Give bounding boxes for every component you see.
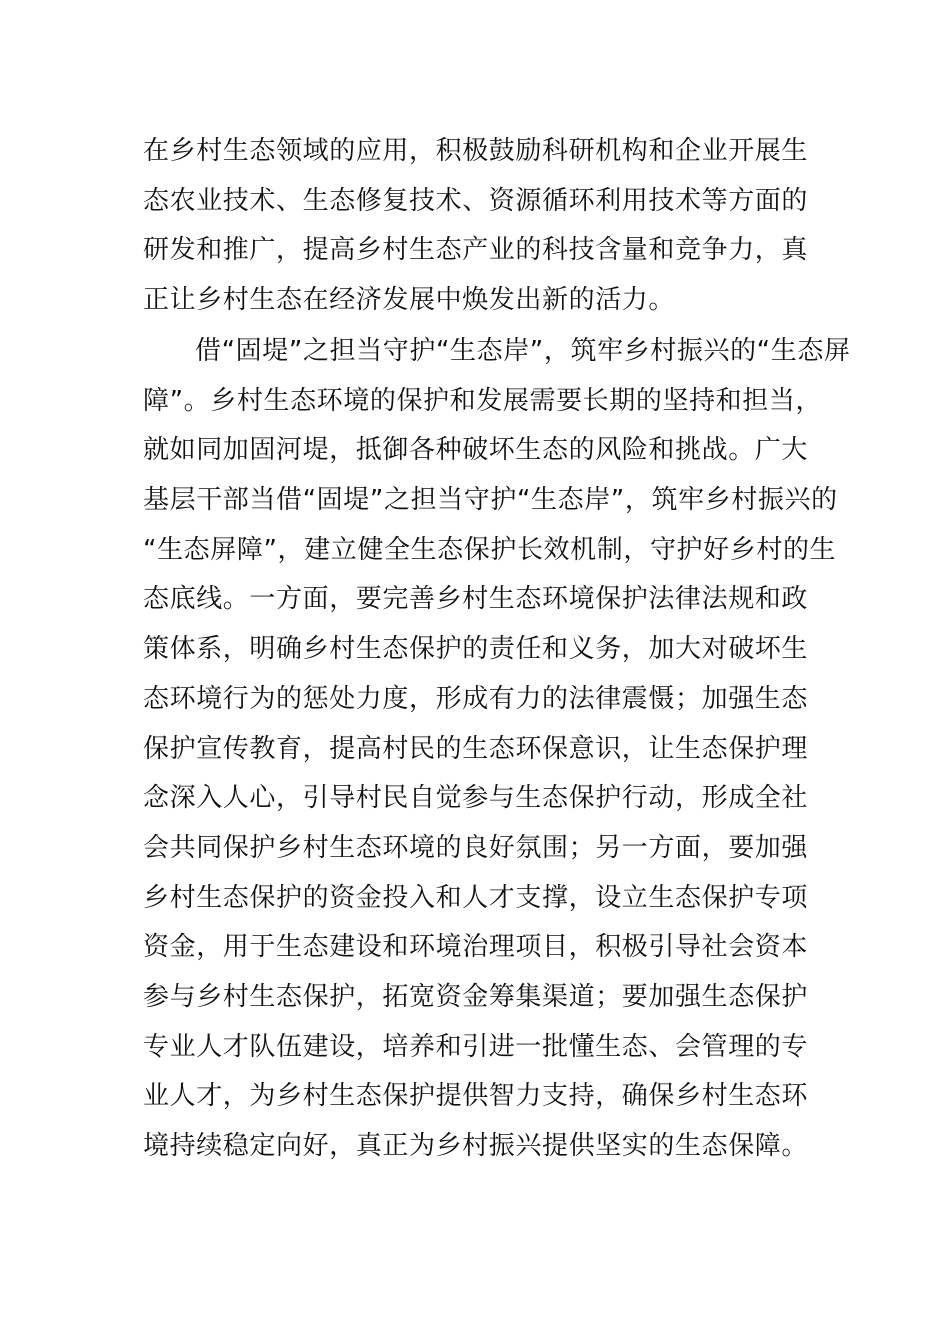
paragraph-line: 保护宣传教育，提高村民的生态环保意识，让生态保护理 (143, 733, 809, 764)
paragraph-line: 态底线。一方面，要完善乡村生态环境保护法律法规和政 (143, 584, 809, 615)
paragraph-line: “生态屏障”，建立健全生态保护长效机制，守护好乡村的生 (143, 534, 837, 565)
paragraph-line: 态环境行为的惩处力度，形成有力的法律震慑；加强生态 (143, 683, 809, 714)
paragraph-line: 念深入人心，引导村民自觉参与生态保护行动，形成全社 (143, 783, 809, 814)
paragraph-line: 正让乡村生态在经济发展中焕发出新的活力。 (143, 285, 676, 316)
paragraph-line: 资金，用于生态建设和环境治理项目，积极引导社会资本 (143, 932, 809, 963)
paragraph-line: 乡村生态保护的资金投入和人才支撑，设立生态保护专项 (143, 882, 809, 913)
paragraph-2 (143, 327, 851, 1172)
paragraph-line: 在乡村生态领域的应用，积极鼓励科研机构和企业开展生 (143, 136, 809, 166)
paragraph-line: 专业人才队伍建设，培养和引进一批懂生态、会管理的专 (143, 1031, 809, 1062)
paragraph-line: 会共同保护乡村生态环境的良好氛围；另一方面，要加强 (143, 832, 809, 863)
paragraph-line: 态农业技术、生态修复技术、资源循环利用技术等方面的 (143, 185, 809, 216)
paragraph-line: 境持续稳定向好，真正为乡村振兴提供坚实的生态保障。 (143, 1131, 809, 1161)
paragraph-line: 参与乡村生态保护，拓宽资金筹集渠道；要加强生态保护 (143, 981, 809, 1012)
paragraph-line: 业人才，为乡村生态保护提供智力支持，确保乡村生态环 (143, 1081, 809, 1112)
paragraph-line: 策体系，明确乡村生态保护的责任和义务，加大对破坏生 (143, 634, 809, 665)
paragraph-1 (143, 127, 807, 326)
paragraph-line: 障”。乡村生态环境的保护和发展需要长期的坚持和担当， (143, 385, 823, 416)
paragraph-line: 就如同加固河堤，抵御各种破坏生态的风险和挑战。广大 (143, 435, 809, 466)
paragraph-line: 借“固堤”之担当守护“生态岸”，筑牢乡村振兴的“生态屏 (195, 336, 851, 366)
paragraph-line: 基层干部当借“固堤”之担当守护“生态岸”，筑牢乡村振兴的 (143, 485, 838, 516)
paragraph-line: 研发和推广，提高乡村生态产业的科技含量和竞争力，真 (143, 235, 809, 266)
